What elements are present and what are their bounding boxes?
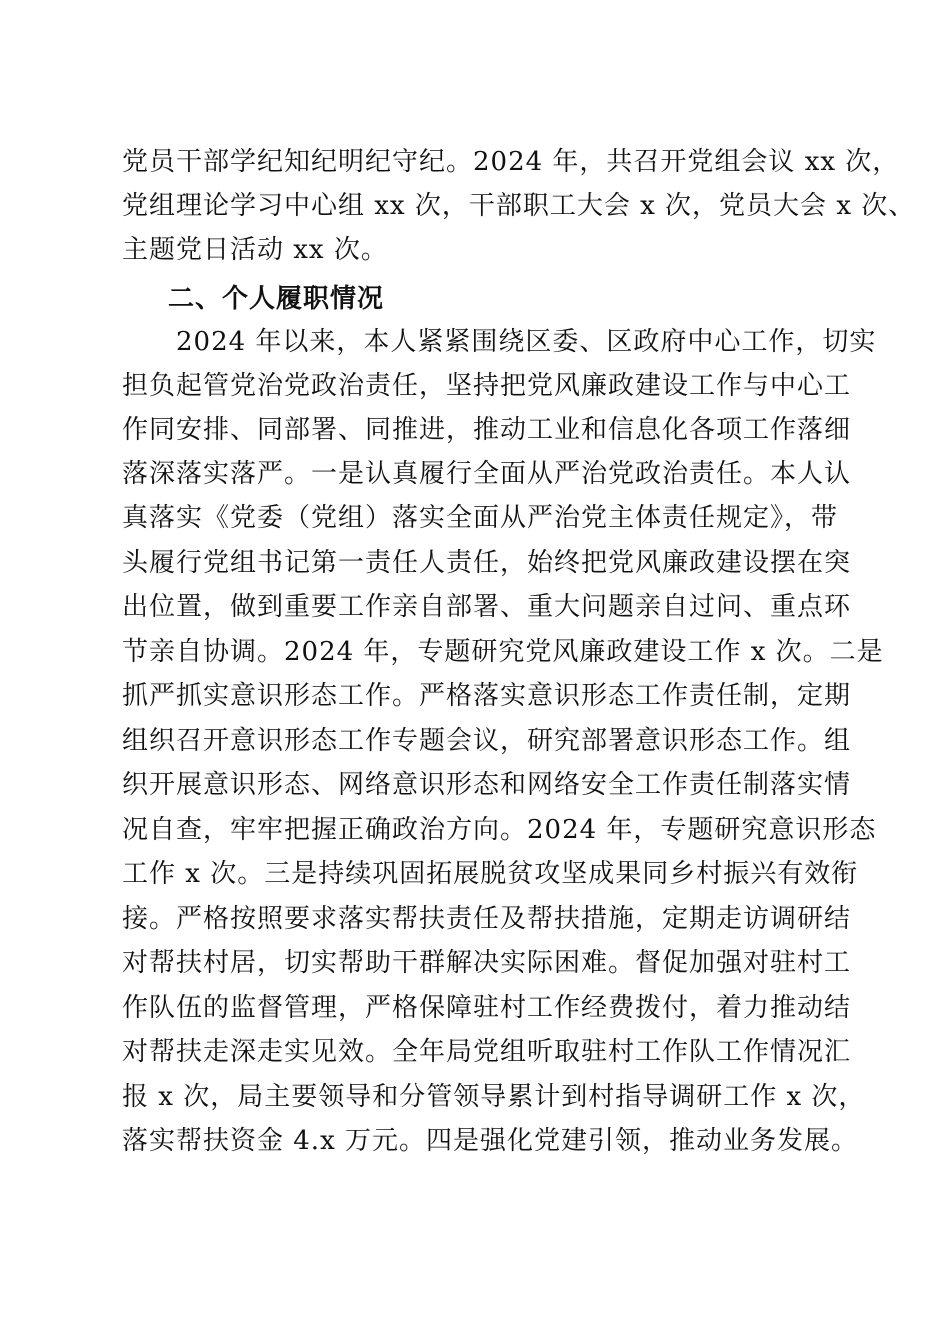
paragraph-line: 2024 年以来，本人紧紧围绕区委、区政府中心工作，切实 [122, 327, 877, 357]
paragraph-line: 落实帮扶资金 4.x 万元。四是强化党建引领，推动业务发展。 [122, 1126, 858, 1156]
paragraph-line: 担负起管党治党政治责任，坚持把党风廉政建设工作与中心工 [122, 371, 852, 401]
paragraph-line: 节亲自协调。2024 年，专题研究党风廉政建设工作 x 次。二是 [122, 637, 884, 667]
section-heading: 二、个人履职情况 [168, 284, 385, 314]
paragraph-line: 党组理论学习中心组 xx 次，干部职工大会 x 次，党员大会 x 次、 [122, 191, 916, 221]
paragraph-line: 工作 x 次。三是持续巩固拓展脱贫攻坚成果同乡村振兴有效衔 [122, 859, 859, 889]
paragraph-line: 接。严格按照要求落实帮扶责任及帮扶措施，定期走访调研结 [122, 904, 852, 934]
paragraph-line: 党员干部学纪知纪明纪守纪。2024 年，共召开党组会议 xx 次， [122, 147, 900, 177]
paragraph-line: 真落实《党委（党组）落实全面从严治党主体责任规定》，带 [122, 503, 839, 533]
paragraph-line: 出位置，做到重要工作亲自部署、重大问题亲自过问、重点环 [122, 592, 852, 622]
paragraph-line: 组织召开意识形态工作专题会议，研究部署意识形态工作。组 [122, 726, 852, 756]
paragraph-line: 头履行党组书记第一责任人责任，始终把党风廉政建设摆在突 [122, 548, 852, 578]
paragraph-line: 报 x 次，局主要领导和分管领导累计到村指导调研工作 x 次， [122, 1082, 866, 1112]
paragraph-line: 对帮扶村居，切实帮助干群解决实际困难。督促加强对驻村工 [122, 948, 852, 978]
paragraph-line: 抓严抓实意识形态工作。严格落实意识形态工作责任制，定期 [122, 681, 852, 711]
paragraph-line: 作同安排、同部署、同推进，推动工业和信息化各项工作落细 [122, 415, 852, 445]
paragraph-line: 对帮扶走深走实见效。全年局党组听取驻村工作队工作情况汇 [122, 1037, 852, 1067]
paragraph-line: 织开展意识形态、网络意识形态和网络安全工作责任制落实情 [122, 770, 852, 800]
paragraph-line: 况自查，牢牢把握正确政治方向。2024 年，专题研究意识形态 [122, 815, 877, 845]
paragraph-line: 主题党日活动 xx 次。 [122, 235, 388, 265]
paragraph-line: 落深落实落严。一是认真履行全面从严治党政治责任。本人认 [122, 459, 852, 489]
paragraph-line: 作队伍的监督管理，严格保障驻村工作经费拨付，着力推动结 [122, 993, 852, 1023]
